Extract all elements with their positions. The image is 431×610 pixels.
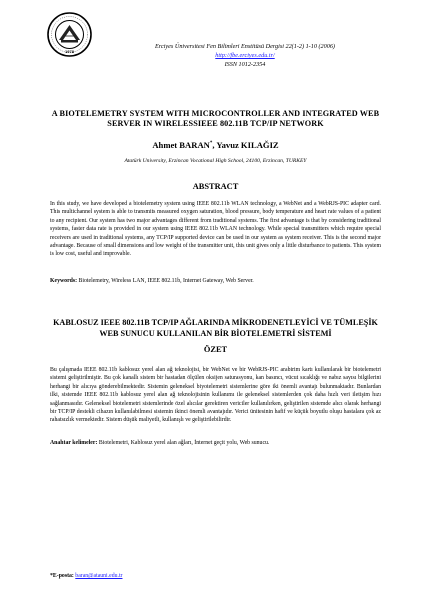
anahtar-kelimeler-text: Biotelemetri, Kablosuz yerel alan ağları, İnternet geçit yolu, Web sunucu. — [97, 440, 270, 446]
anahtar-kelimeler-label: Anahtar kelimeler: — [50, 440, 98, 446]
email-label: *E-posta: — [50, 573, 74, 579]
email-footnote — [50, 573, 122, 579]
paper-title: A BIOTELEMETRY SYSTEM WITH MICROCONTROLLER AND INTEGRATED WEB SERVER IN WIRELESSIEEE 802.11B TCP/IP NETWORK — [51, 109, 380, 128]
author-1: Ahmet BARAN — [152, 140, 210, 150]
journal-issn: ISSN 1012-2354 — [224, 61, 266, 68]
abstract-body: In this study, we have developed a biotelemetry system using IEEE 802.11b WLAN technology, a WebNet and a WebRJS-PIC adapter card. This multichannel system is able to transmits measured oxygen saturation, blood pressure, body temperature and heart rate values of a patient to any recipient. Our system has two major advantages different from traditional systems. The first advantage is that by considering traditional systems, faster data rate is provided in our system using IEEE 802.11b WLAN technology. While special transmitters which require special receivers are used in traditional systems, any TCP/IP supported device can be used in our system as system receiver. This is the second major advantage. Because of small dimensions and low weight of the transmitter unit, this unit gives only a little disturbance to patients. This system is low cost, useful and improvable. — [50, 201, 381, 258]
ozet-body: Bu çalışmada IEEE 802.11b kablosuz yerel alan ağ teknolojisi, bir WebNet ve bir WebRJS-PIC arabirim kartı kullanılarak bir biotelemetri sistemi geliştirilmiştir. Bu çok kanallı sistem bir hastadan ölçülen oksijen saturasyonu, kan basıncı, vücut sıcaklığı ve nabız sayısı bilgilerini herhangi bir alıcıya gönderebilmektedir. Sistemin geleneksel biyotelemetri sistemlerine göre iki önemli avantajı bulunmaktadır. Bunlardan ilki, sistemde IEEE 802.11b kablosuz yerel alan ağ teknolojisinin kullanımı ile geleneksel sistemlerden çok daha hızlı veri iletişim hızı sağlanmasıdır. Geleneksel biotelemetri sistemlerinde özel alıcılar gerektiren vericiler kullanılırken, geliştirilen sistemde alıcı olarak herhangi bir TCP/IP destekli cihazın kullanılabilmesi sistemin ikinci önemli avantajıdır. Verici ünitesinin hafif ve küçük boyutlu oluşu hastalara çok az rahatsızlık vermektedir. Sistem düşük maliyetli, kullanışlı ve geliştirilebilirdir. — [50, 367, 381, 424]
svg-text:1978: 1978 — [65, 49, 74, 54]
corresponding-author-mark: * — [209, 141, 213, 147]
affiliation: Atatürk University, Erzincan Vocational High School, 24100, Erzincan, TURKEY — [124, 158, 307, 164]
anahtar-kelimeler-line — [50, 440, 381, 446]
ozet-heading: ÖZET — [203, 345, 228, 354]
journal-url-link[interactable]: http://fbe.erciyes.edu.tr/ — [215, 52, 275, 59]
author-line — [0, 140, 431, 150]
turkish-title: KABLOSUZ IEEE 802.11B TCP/IP AĞLARINDA MİKRODENETLEYİCİ VE TÜMLEŞİK WEB SUNUCU KULLANILAN BİR BİOTELEMETRİ SİSTEMİ — [53, 318, 378, 338]
keywords-label: Keywords: — [50, 278, 78, 284]
email-link[interactable]: baran@atauni.edu.tr — [75, 573, 123, 579]
university-seal-icon — [47, 12, 92, 57]
journal-citation: Erciyes Üniversitesi Fen Bilimleri Enstitüsü Dergisi 22(1-2) 1-10 (2006) — [155, 43, 335, 50]
author-separator: , — [212, 140, 217, 150]
journal-header — [120, 42, 370, 69]
author-2: Yavuz KILAĞIZ — [216, 140, 279, 150]
keywords-line — [50, 278, 381, 284]
abstract-heading: ABSTRACT — [192, 182, 239, 191]
keywords-text: Biotelemetry, Wireless LAN, IEEE 802.11b, Internet Gateway, Web Server. — [77, 278, 254, 284]
